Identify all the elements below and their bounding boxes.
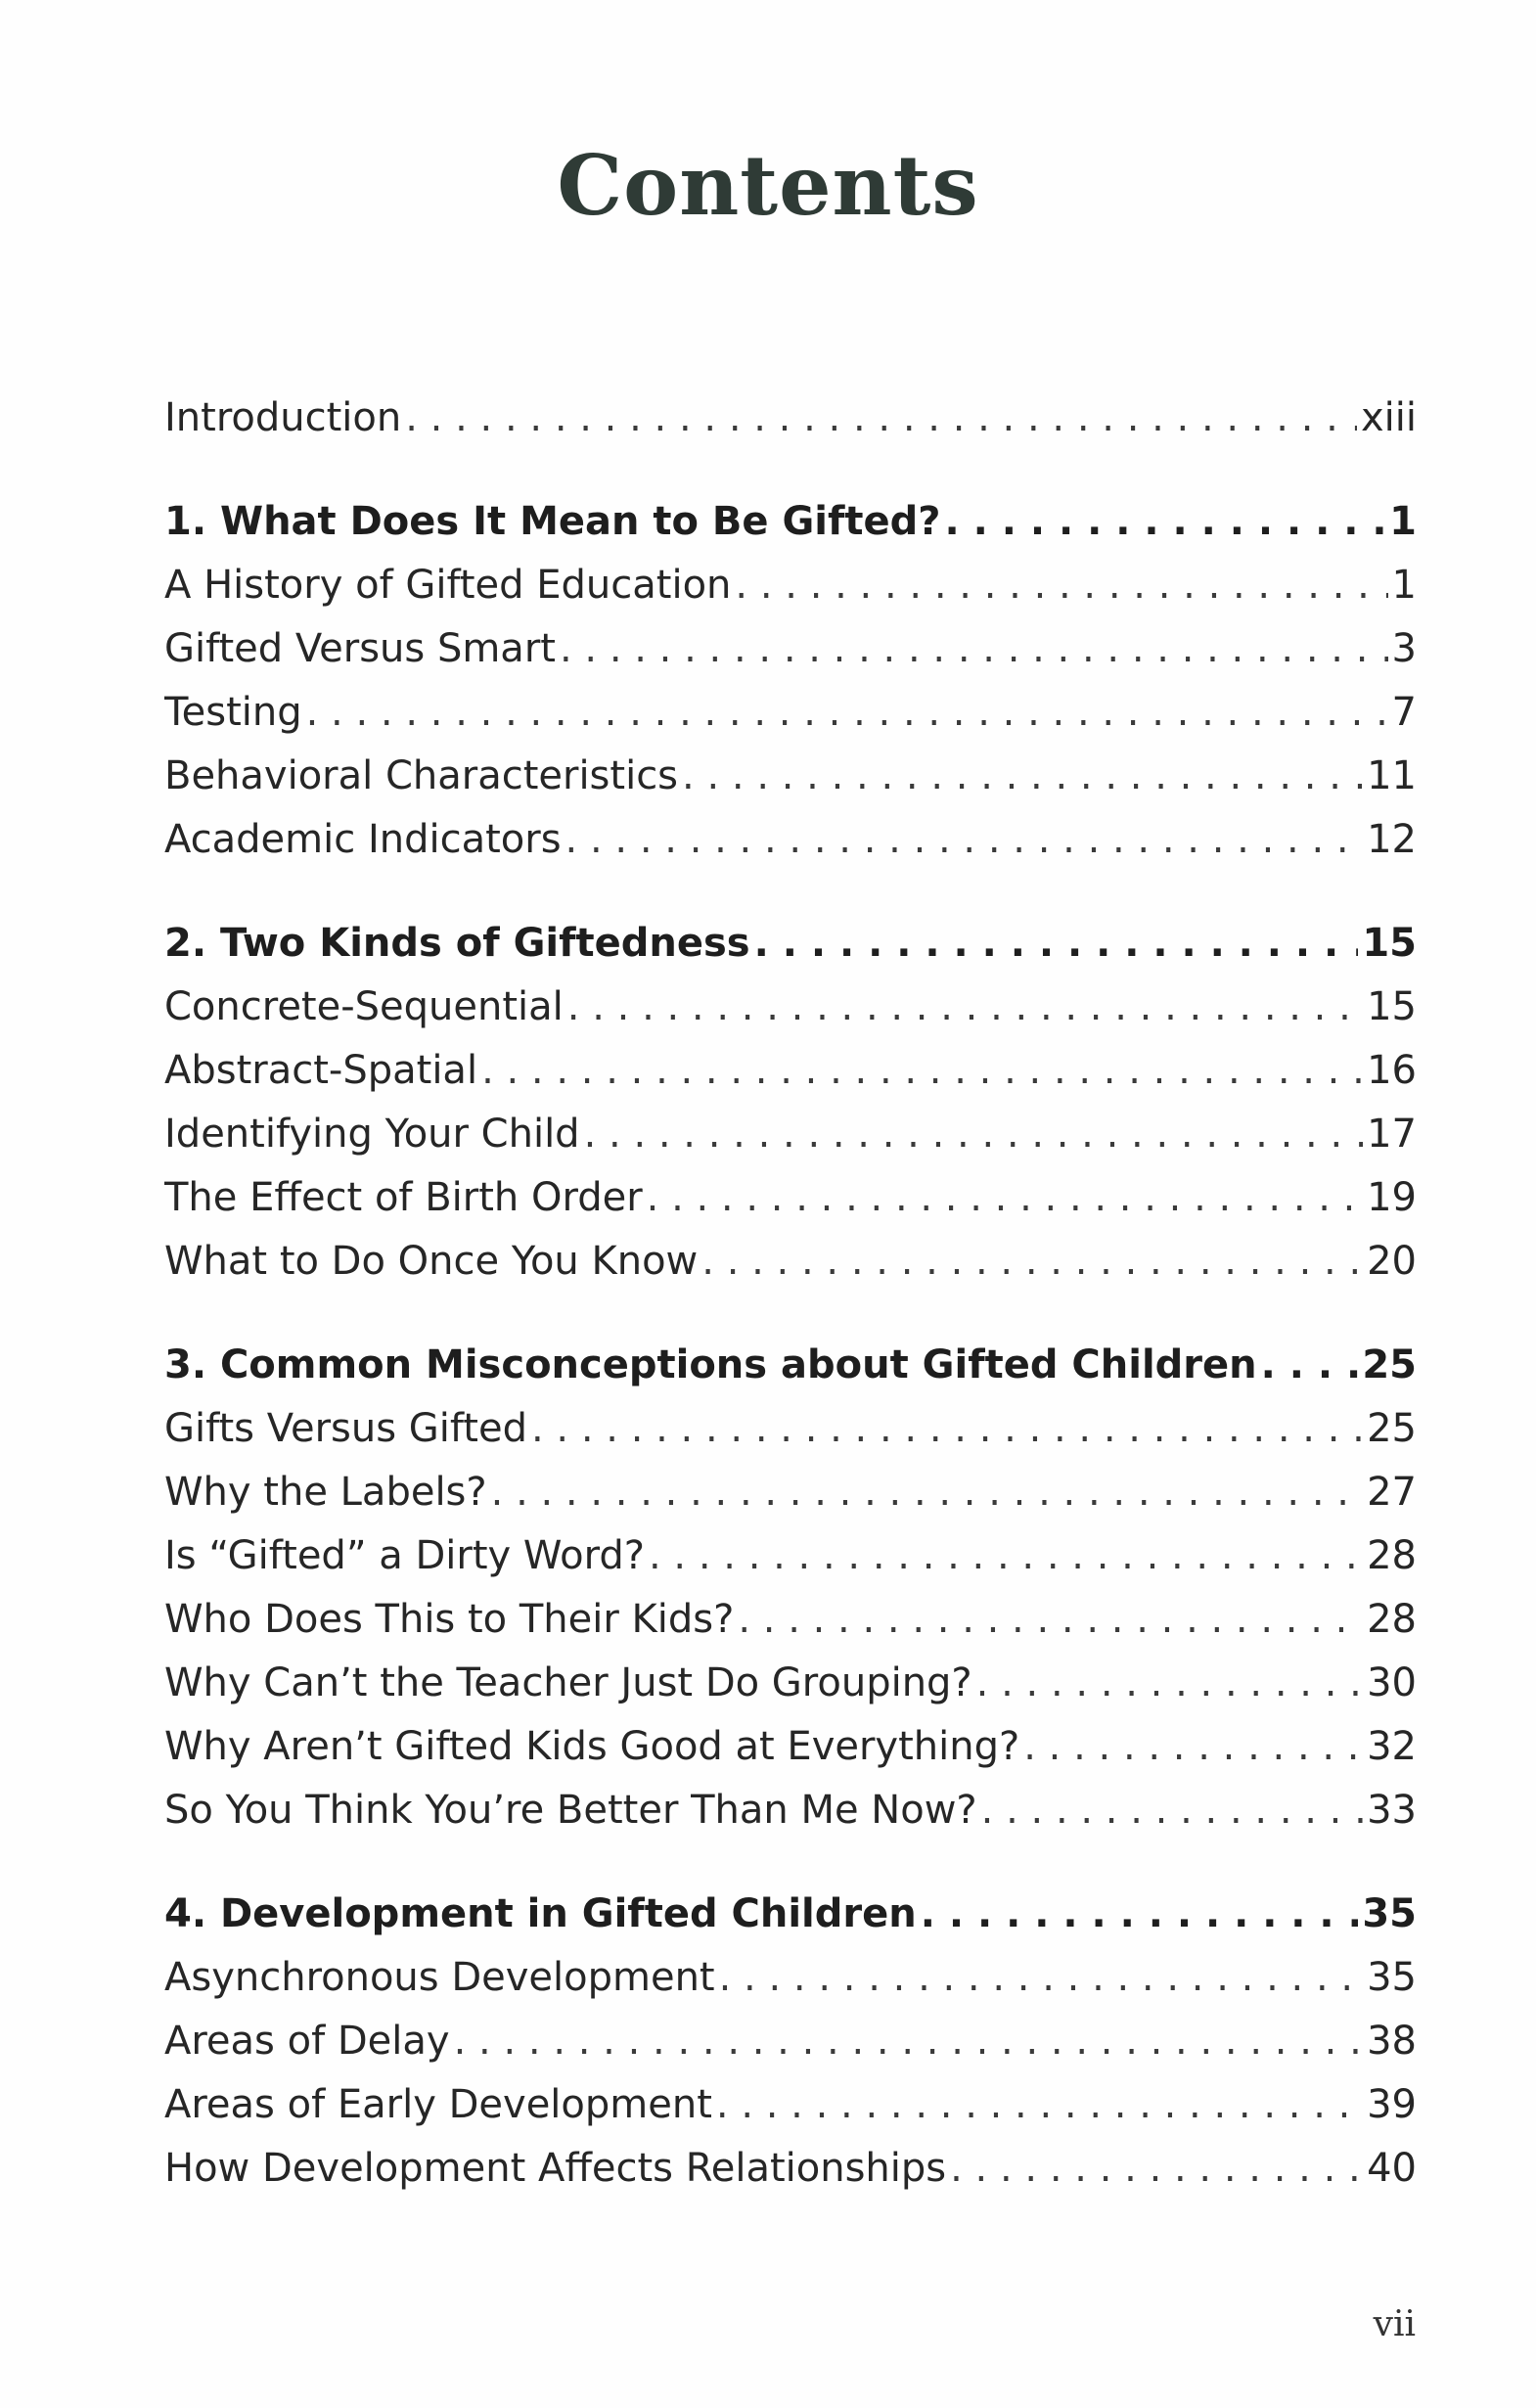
dot-leader	[950, 2137, 1363, 2201]
toc-chapter-2	[164, 912, 1417, 976]
chapter-block-3	[164, 1334, 1417, 1842]
toc-section	[164, 1652, 1417, 1715]
page-title: Contents	[557, 137, 979, 234]
section-page: 20	[1367, 1239, 1417, 1284]
section-page: 17	[1367, 1112, 1417, 1157]
dot-leader	[735, 554, 1387, 617]
section-label: How Development Affects Relationships	[164, 2146, 947, 2191]
toc-section	[164, 1779, 1417, 1842]
toc-section	[164, 1715, 1417, 1779]
toc-section	[164, 2073, 1417, 2137]
chapter-label: 4. Development in Gifted Children	[164, 1891, 917, 1936]
section-label: The Effect of Birth Order	[164, 1175, 643, 1220]
toc-section	[164, 1039, 1417, 1103]
section-label: Why the Labels?	[164, 1470, 487, 1515]
dot-leader	[754, 912, 1359, 976]
toc-section	[164, 745, 1417, 808]
toc-chapter-3	[164, 1334, 1417, 1397]
chapter-label: 2. Two Kinds of Giftedness	[164, 921, 750, 966]
section-label: What to Do Once You Know	[164, 1239, 699, 1284]
section-label: Gifted Versus Smart	[164, 626, 556, 671]
section-label: Concrete-Sequential	[164, 984, 564, 1029]
section-page: 28	[1367, 1533, 1417, 1578]
section-page: 27	[1367, 1470, 1417, 1515]
toc-section	[164, 554, 1417, 617]
section-page: 28	[1367, 1597, 1417, 1642]
toc-section	[164, 1461, 1417, 1524]
section-page: 19	[1367, 1175, 1417, 1220]
dot-leader	[306, 681, 1388, 745]
section-page: 33	[1367, 1788, 1417, 1833]
section-label: Areas of Delay	[164, 2019, 450, 2064]
chapter-block-4	[164, 1883, 1417, 2201]
dot-leader	[481, 1039, 1363, 1103]
section-label: Who Does This to Their Kids?	[164, 1597, 735, 1642]
toc-section	[164, 1103, 1417, 1166]
dot-leader	[531, 1397, 1363, 1461]
dot-leader	[454, 2010, 1364, 2073]
dot-leader	[981, 1779, 1363, 1842]
chapter-label: 3. Common Misconceptions about Gifted Children	[164, 1342, 1257, 1387]
toc-section	[164, 681, 1417, 745]
section-page: 25	[1367, 1406, 1417, 1451]
section-label: Abstract-Spatial	[164, 1048, 478, 1093]
toc-chapter-1	[164, 490, 1417, 554]
section-page: 32	[1367, 1724, 1417, 1769]
dot-leader	[921, 1883, 1359, 1946]
section-page: 35	[1367, 1955, 1417, 2000]
dot-leader	[567, 976, 1363, 1039]
section-page: 7	[1391, 690, 1417, 735]
section-label: Testing	[164, 690, 302, 735]
dot-leader	[719, 1946, 1363, 2010]
toc-section	[164, 1588, 1417, 1652]
section-label: Behavioral Characteristics	[164, 753, 679, 798]
toc-section	[164, 1397, 1417, 1461]
section-page: 15	[1367, 984, 1417, 1029]
toc-entry-page: xiii	[1360, 395, 1417, 440]
section-label: Asynchronous Development	[164, 1955, 715, 2000]
dot-leader	[716, 2073, 1363, 2137]
chapter-page: 15	[1362, 921, 1417, 966]
chapter-page: 35	[1362, 1891, 1417, 1936]
section-page: 40	[1367, 2146, 1417, 2191]
dot-leader	[1261, 1334, 1359, 1397]
section-page: 1	[1391, 563, 1417, 608]
chapter-block-2	[164, 912, 1417, 1294]
section-label: Areas of Early Development	[164, 2082, 712, 2127]
dot-leader	[649, 1524, 1363, 1588]
chapter-label: 1. What Does It Mean to Be Gifted?	[164, 499, 941, 544]
dot-leader	[682, 745, 1363, 808]
dot-leader	[738, 1588, 1363, 1652]
dot-leader	[701, 1230, 1363, 1294]
section-page: 38	[1367, 2019, 1417, 2064]
dot-leader	[560, 617, 1388, 681]
chapter-block-1	[164, 490, 1417, 872]
toc-section	[164, 976, 1417, 1039]
section-label: Identifying Your Child	[164, 1112, 580, 1157]
section-label: So You Think You’re Better Than Me Now?	[164, 1788, 977, 1833]
toc-entry-label: Introduction	[164, 395, 402, 440]
section-page: 11	[1367, 753, 1417, 798]
toc-section	[164, 1230, 1417, 1294]
toc-section	[164, 808, 1417, 872]
table-of-contents	[164, 386, 1417, 2241]
section-label: Why Aren’t Gifted Kids Good at Everything?	[164, 1724, 1020, 1769]
section-label: A History of Gifted Education	[164, 563, 732, 608]
toc-section	[164, 1946, 1417, 2010]
toc-chapter-4	[164, 1883, 1417, 1946]
dot-leader	[405, 386, 1357, 450]
toc-section	[164, 1166, 1417, 1230]
dot-leader	[565, 808, 1364, 872]
toc-entry-introduction	[164, 386, 1417, 450]
section-label: Why Can’t the Teacher Just Do Grouping?	[164, 1660, 972, 1705]
section-page: 3	[1391, 626, 1417, 671]
dot-leader	[1023, 1715, 1363, 1779]
dot-leader	[491, 1461, 1363, 1524]
toc-section	[164, 2010, 1417, 2073]
section-page: 12	[1367, 817, 1417, 862]
dot-leader	[647, 1166, 1363, 1230]
dot-leader	[945, 490, 1386, 554]
section-label: Academic Indicators	[164, 817, 562, 862]
section-page: 30	[1367, 1660, 1417, 1705]
dot-leader	[976, 1652, 1363, 1715]
section-label: Is “Gifted” a Dirty Word?	[164, 1533, 645, 1578]
section-page: 16	[1367, 1048, 1417, 1093]
toc-section	[164, 1524, 1417, 1588]
toc-section	[164, 617, 1417, 681]
toc-section	[164, 2137, 1417, 2201]
section-page: 39	[1367, 2082, 1417, 2127]
chapter-page: 25	[1362, 1342, 1417, 1387]
dot-leader	[584, 1103, 1364, 1166]
section-label: Gifts Versus Gifted	[164, 1406, 527, 1451]
chapter-page: 1	[1389, 499, 1417, 544]
page-number: vii	[1373, 2304, 1416, 2344]
